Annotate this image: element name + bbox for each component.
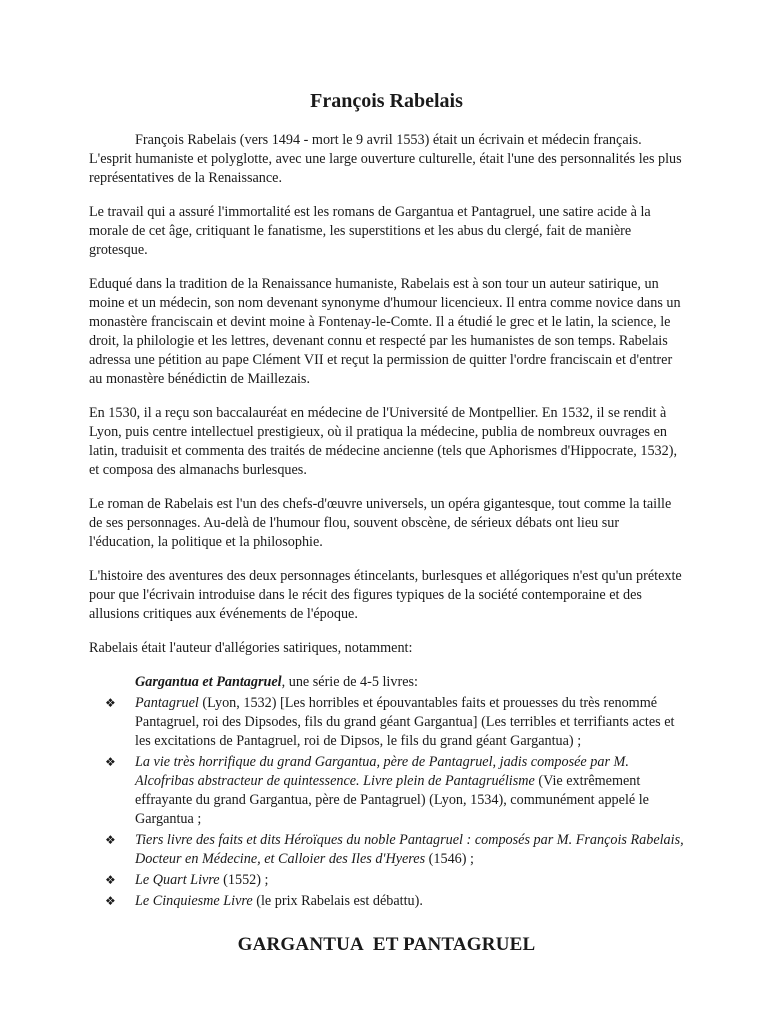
diamond-bullet-icon: ❖	[105, 833, 116, 847]
paragraph-allegories: Rabelais était l'auteur d'allégories satiriques, notamment:	[89, 640, 413, 656]
diamond-bullet-icon: ❖	[105, 696, 116, 710]
paragraph-education: Eduqué dans la tradition de la Renaissance humaniste, Rabelais est à son tour un auteur satirique, un moine et un médecin, son nom devenant synonyme d'humour licencieux. Il entra comme novice dans un monastère franciscain et devint moine à Fontenay-le-Comte. Il a étudié le grec et le latin, la science, le droit, la philologie et les lettres, devenant connu et respecté par les humanistes de son temps. Rabelais adressa une pétition au pape Clément VII et reçut la permission de quitter l'ordre franciscain et d'entrer au monastère bénédictin de Maillezais.	[89, 276, 681, 387]
works-list	[89, 694, 684, 911]
work-details: (Lyon, 1532) [Les horribles et épouvantables faits et prouesses du très renommé Pantagruel, roi des Dipsodes, fils du grand géant Gargantua] (Les terribles et terrifiants actes et les excitations de Pantagruel, roi de Dipsos, le fils du grand géant Gargantua) ;	[135, 695, 675, 749]
list-item	[89, 831, 684, 869]
paragraph-intro: François Rabelais (vers 1494 - mort le 9 avril 1553) était un écrivain et médecin français. L'esprit humaniste et polyglotte, avec une large ouverture culturelle, était l'une des personnalités les plus représentatives de la Renaissance.	[89, 132, 682, 186]
paragraph-medicine: En 1530, il a reçu son baccalauréat en médecine de l'Université de Montpellier. En 1532, il se rendit à Lyon, puis centre intellectuel prestigieux, où il pratiqua la médecine, publia de nombreux ouvrages en latin, traduisit et commenta des traités de médecine ancienne (tels que Aphorismes d'Hippocrate, 1532), et composa des almanachs burlesques.	[89, 405, 677, 478]
work-title: Le Quart Livre	[135, 872, 220, 888]
diamond-bullet-icon: ❖	[105, 755, 116, 769]
list-item	[89, 892, 684, 911]
list-item	[89, 753, 684, 829]
paragraph-works: Le travail qui a assuré l'immortalité est les romans de Gargantua et Pantagruel, une satire acide à la morale de cet âge, critiquant le fanatisme, les superstitions et les abus du clergé, fait de manière grotesque.	[89, 204, 651, 258]
series-description: , une série de 4-5 livres:	[281, 674, 418, 690]
work-details: (1552) ;	[219, 872, 269, 888]
series-heading	[135, 673, 684, 692]
work-title: Pantagruel	[135, 695, 199, 711]
list-item	[89, 871, 684, 890]
work-details: (1546) ;	[425, 851, 474, 867]
list-item	[89, 694, 684, 751]
paragraph-story: L'histoire des aventures des deux personnages étincelants, burlesques et allégoriques n'est qu'un prétexte pour que l'écrivain introduise dans le récit des figures typiques de la société contemporaine et des allusions critiques aux événements de l'époque.	[89, 568, 682, 622]
page-title: François Rabelais	[310, 90, 463, 112]
diamond-bullet-icon: ❖	[105, 894, 116, 908]
work-details: (Vie extrêmement effrayante du grand Gargantua, père de Pantagruel) (Lyon, 1534), communément appelé le Gargantua ;	[135, 773, 649, 827]
work-details: (le prix Rabelais est débattu).	[252, 893, 423, 909]
work-title: Le Cinquiesme Livre	[135, 893, 253, 909]
work-title: Tiers livre des faits et dits Héroïques du noble Pantagruel : composés par M. François Rabelais, Docteur en Médecine, et Calloier des Iles d'Hyeres	[135, 832, 684, 867]
series-title: Gargantua et Pantagruel	[135, 674, 282, 690]
work-title: La vie très horrifique du grand Gargantua, père de Pantagruel, jadis composée par M. Alcofribas abstracteur de quintessence. Livre plein de Pantagruélisme	[135, 754, 629, 789]
section-heading: GARGANTUA ET PANTAGRUEL	[237, 934, 536, 955]
paragraph-novel: Le roman de Rabelais est l'un des chefs-d'œuvre universels, un opéra gigantesque, tout comme la taille de ses personnages. Au-delà de l'humour flou, souvent obscène, de sérieux débats ont lieu sur l'éducation, la politique et la philosophie.	[89, 496, 672, 550]
diamond-bullet-icon: ❖	[105, 873, 116, 887]
